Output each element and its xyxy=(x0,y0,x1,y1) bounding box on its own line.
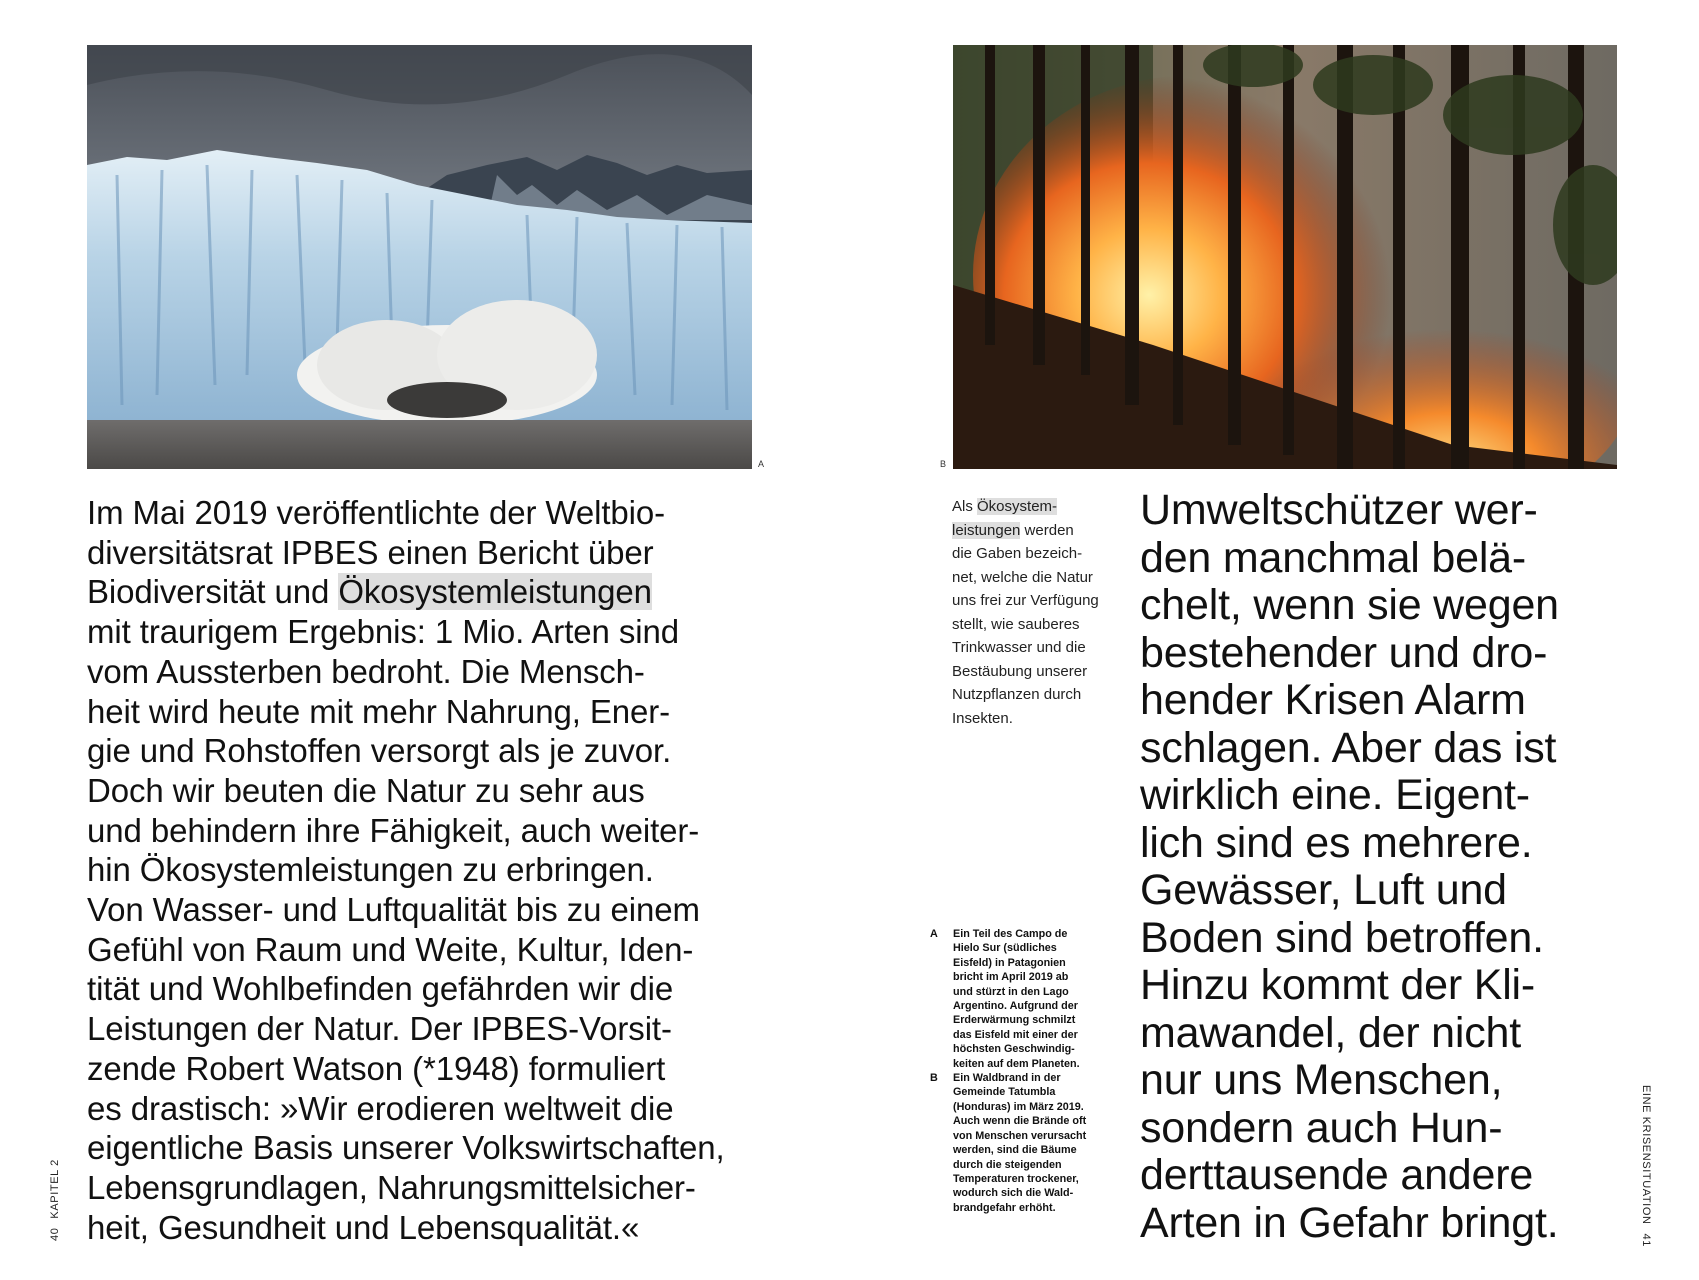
note-line: Nutzpflanzen durch xyxy=(952,686,1082,703)
forest-fire-photo xyxy=(953,45,1617,469)
caption-line: durch die steigenden xyxy=(953,1158,1062,1171)
note-line xyxy=(952,519,1112,543)
main-text-line: tität und Wohlbefinden gefährden wir die xyxy=(87,970,674,1008)
photo-label-a: A xyxy=(758,459,765,469)
pull-quote-line: hender Krisen Alarm xyxy=(1140,676,1526,724)
page-number: 40 xyxy=(49,1227,61,1241)
note-line: net, welche die Natur xyxy=(952,568,1093,586)
caption-line: bricht im April 2019 ab xyxy=(953,971,1069,984)
pull-quote-line: den manchmal belä- xyxy=(1140,533,1527,582)
caption-line: Temperaturen trockener, xyxy=(953,1172,1079,1185)
main-text-line: heit, Gesundheit und Lebensqualität.« xyxy=(87,1208,640,1246)
caption-line: werden, sind die Bäume xyxy=(953,1144,1077,1157)
main-text-line: und behindern ihre Fähigkeit, auch weiter- xyxy=(87,811,700,849)
caption-line: das Eisfeld mit einer der xyxy=(953,1028,1078,1041)
caption-line: (Honduras) im März 2019. xyxy=(953,1100,1084,1113)
pull-quote-line: lich sind es mehrere. xyxy=(1140,818,1533,867)
section-label: EINE KRISENSITUATION xyxy=(1640,1085,1652,1225)
note-text: Als xyxy=(952,498,978,515)
caption-line: Erderwärmung schmilzt xyxy=(953,1014,1076,1027)
note-text: werden xyxy=(1020,521,1074,539)
glossary-term: leistungen xyxy=(952,521,1021,539)
main-text-line: zende Robert Watson (*1948) formuliert xyxy=(87,1049,666,1087)
pull-quote-line: schlagen. Aber das ist xyxy=(1140,723,1557,772)
main-text-line: mit traurigem Ergebnis: 1 Mio. Arten sind xyxy=(87,613,679,651)
main-text-line: vom Aussterben bedroht. Die Mensch- xyxy=(87,652,645,690)
caption-a xyxy=(930,927,1110,1071)
note-line: Bestäubung unserer xyxy=(952,662,1088,680)
pull-quote-line: wirklich eine. Eigent- xyxy=(1140,771,1530,819)
glossary-note xyxy=(952,495,1112,730)
main-text-line: Von Wasser- und Luftqualität bis zu einem xyxy=(87,891,700,929)
left-folio xyxy=(49,1150,61,1241)
pull-quote-line: Boden sind betroffen. xyxy=(1140,913,1544,962)
note-line: die Gaben bezeich- xyxy=(952,545,1083,562)
right-folio xyxy=(1640,1085,1652,1256)
main-text-line: Im Mai 2019 veröffentlichte der Weltbio- xyxy=(87,494,666,531)
caption-line: Eisfeld) in Patagonien xyxy=(953,956,1066,969)
caption-line: höchsten Geschwindig- xyxy=(953,1043,1075,1056)
pull-quote-line: sondern auch Hun- xyxy=(1140,1103,1503,1152)
caption-line: Ein Teil des Campo de xyxy=(953,928,1068,940)
pull-quote-line: mawandel, der nicht xyxy=(1140,1008,1522,1057)
pull-quote-line: chelt, wenn sie wegen xyxy=(1140,581,1559,629)
caption-line: von Menschen verursacht xyxy=(953,1129,1087,1142)
main-text-line: Lebensgrundlagen, Nahrungsmittelsicher- xyxy=(87,1168,696,1206)
pull-quote-line: Gewässer, Luft und xyxy=(1140,866,1507,914)
main-text-line: gie und Rohstoffen versorgt als je zuvor. xyxy=(87,732,672,770)
main-body-text xyxy=(87,493,767,1247)
chapter-label: KAPITEL 2 xyxy=(49,1159,61,1219)
page-number: 41 xyxy=(1640,1233,1652,1247)
note-line xyxy=(952,495,1112,519)
note-line: uns frei zur Verfügung xyxy=(952,592,1099,609)
main-text-line: es drastisch: »Wir erodieren weltweit die xyxy=(87,1089,674,1127)
caption-letter: A xyxy=(930,928,938,940)
pull-quote-text xyxy=(1140,487,1640,1247)
main-text-line: Leistungen der Natur. Der IPBES-Vorsit- xyxy=(87,1010,672,1048)
pull-quote-line: derttausende andere xyxy=(1140,1151,1534,1199)
pull-quote-line: nur uns Menschen, xyxy=(1140,1056,1503,1104)
caption-line: Gemeinde Tatumbla xyxy=(953,1086,1056,1099)
caption-line: Hielo Sur (südliches xyxy=(953,942,1057,955)
caption-line: Ein Waldbrand in der xyxy=(953,1072,1061,1085)
note-line: Insekten. xyxy=(952,709,1013,727)
caption-line: wodurch sich die Wald- xyxy=(953,1187,1074,1200)
pull-quote-line: Umweltschützer wer- xyxy=(1140,486,1538,534)
caption-line: keiten auf dem Planeten. xyxy=(953,1057,1080,1070)
caption-line: brandgefahr erhöht. xyxy=(953,1201,1056,1214)
pull-quote-line: Hinzu kommt der Kli- xyxy=(1140,961,1536,1009)
highlighted-term[interactable]: Ökosystemleistungen xyxy=(338,573,652,611)
glacier-photo xyxy=(87,45,752,469)
main-text-line xyxy=(87,572,767,612)
main-text-line: Doch wir beuten die Natur zu sehr aus xyxy=(87,771,645,809)
main-text-segment: Biodiversität und xyxy=(87,573,339,611)
main-text-line: eigentliche Basis unserer Volkswirtschaften, xyxy=(87,1129,725,1167)
glossary-term: Ökosystem- xyxy=(977,498,1058,515)
photo-label-b: B xyxy=(940,459,947,469)
pull-quote-line: bestehender und dro- xyxy=(1140,628,1548,677)
main-text-line: hin Ökosystemleistungen zu erbringen. xyxy=(87,851,654,889)
pull-quote-line: Arten in Gefahr bringt. xyxy=(1140,1198,1559,1247)
caption-letter: B xyxy=(930,1072,938,1085)
main-text-line: Gefühl von Raum und Weite, Kultur, Iden- xyxy=(87,930,694,968)
caption-line: Argentino. Aufgrund der xyxy=(953,1000,1078,1013)
caption-line: und stürzt in den Lago xyxy=(953,985,1069,998)
main-text-line: diversitätsrat IPBES einen Bericht über xyxy=(87,533,654,571)
note-line: Trinkwasser und die xyxy=(952,639,1086,656)
photo-captions xyxy=(930,927,1110,1215)
note-line: stellt, wie sauberes xyxy=(952,615,1080,633)
main-text-line: heit wird heute mit mehr Nahrung, Ener- xyxy=(87,692,671,730)
caption-b xyxy=(930,1071,1110,1215)
caption-line: Auch wenn die Brände oft xyxy=(953,1115,1087,1128)
